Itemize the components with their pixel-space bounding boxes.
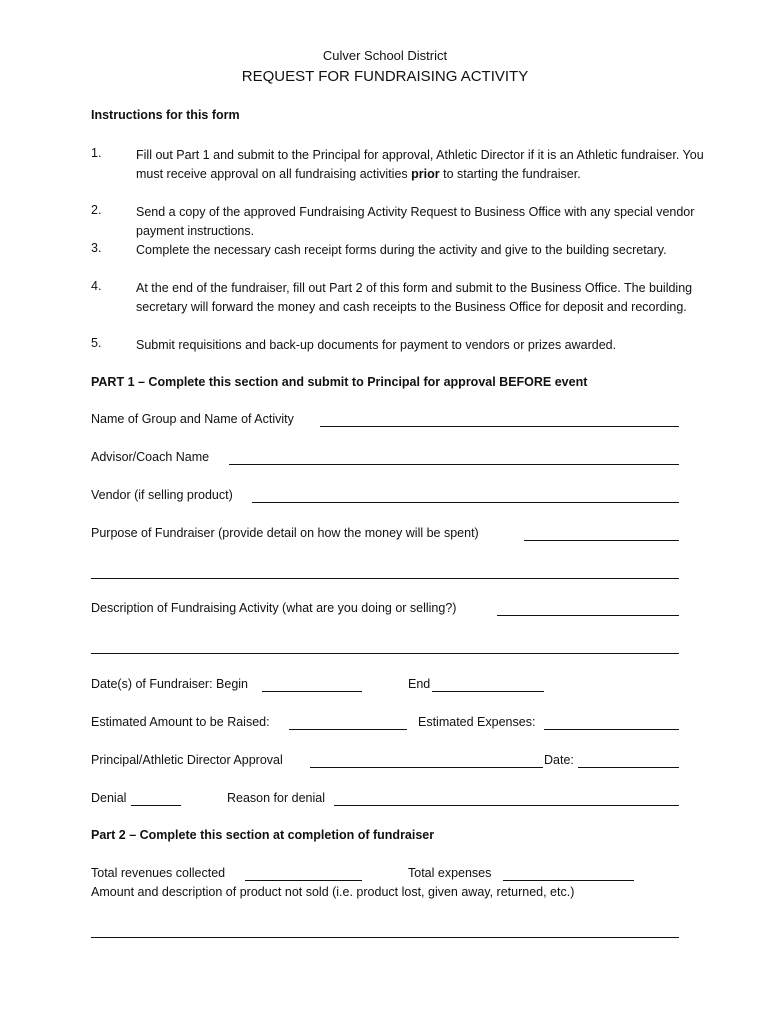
instruction-text: Submit requisitions and back-up documents for payment to vendors or prizes awarded.: [136, 338, 617, 352]
form-title: REQUEST FOR FUNDRAISING ACTIVITY: [241, 68, 529, 85]
end-date-field[interactable]: [432, 691, 544, 692]
total-expenses-label: Total expenses: [408, 866, 492, 880]
approval-date-label: Date:: [544, 753, 574, 767]
purpose-field-line-2[interactable]: [91, 578, 679, 579]
approval-label: Principal/Athletic Director Approval: [91, 753, 283, 767]
estimated-expenses-field[interactable]: [544, 729, 679, 730]
not-sold-label: Amount and description of product not sold (i.e. product lost, given away, returned, etc.): [91, 885, 575, 899]
approval-signature-field[interactable]: [310, 767, 543, 768]
instructions-heading: Instructions for this form: [91, 108, 240, 122]
district-name: Culver School District: [322, 48, 448, 63]
not-sold-field[interactable]: [91, 937, 679, 938]
begin-date-field[interactable]: [262, 691, 362, 692]
vendor-field[interactable]: [252, 502, 679, 503]
instruction-text: At the end of the fundraiser, fill out Part 2 of this form and submit to the Business Office. The building secretary will forward the money and cash receipts to the Business Office for deposit and recording.: [136, 281, 693, 314]
instruction-number: 2.: [91, 203, 102, 217]
instruction-number: 5.: [91, 336, 102, 350]
instruction-text: Send a copy of the approved Fundraising Activity Request to Business Office with any special vendor payment instructions.: [136, 205, 695, 238]
instruction-text: [136, 146, 716, 184]
instruction-text-part: to starting the fundraiser.: [439, 167, 581, 181]
part2-heading: Part 2 – Complete this section at completion of fundraiser: [91, 828, 435, 842]
group-activity-label: Name of Group and Name of Activity: [91, 412, 294, 426]
denial-reason-label: Reason for denial: [227, 791, 325, 805]
instruction-number: 4.: [91, 279, 102, 293]
advisor-label: Advisor/Coach Name: [91, 450, 210, 464]
denial-reason-field[interactable]: [334, 805, 679, 806]
description-label: Description of Fundraising Activity (what are you doing or selling?): [91, 601, 457, 615]
instruction-number: 3.: [91, 241, 102, 255]
denial-label: Denial: [91, 791, 127, 805]
vendor-label: Vendor (if selling product): [91, 488, 233, 502]
total-revenues-field[interactable]: [245, 880, 362, 881]
approval-date-field[interactable]: [578, 767, 679, 768]
total-expenses-field[interactable]: [503, 880, 634, 881]
begin-date-label: Date(s) of Fundraiser: Begin: [91, 677, 249, 691]
instruction-emphasis: prior: [411, 167, 440, 181]
instruction-text-part: Fill out Part 1 and submit to the Principal for approval, Athletic Director if it is an Athletic fundraiser. You must receive approval on all fundraising activities: [136, 148, 704, 181]
total-revenues-label: Total revenues collected: [91, 866, 226, 880]
description-field-line-2[interactable]: [91, 653, 679, 654]
estimated-amount-label: Estimated Amount to be Raised:: [91, 715, 270, 729]
estimated-amount-field[interactable]: [289, 729, 407, 730]
instruction-text: Complete the necessary cash receipt forms during the activity and give to the building secretary.: [136, 243, 667, 257]
end-date-label: End: [408, 677, 431, 691]
advisor-field[interactable]: [229, 464, 679, 465]
instruction-number: 1.: [91, 146, 102, 160]
description-field[interactable]: [497, 615, 679, 616]
estimated-expenses-label: Estimated Expenses:: [418, 715, 536, 729]
part1-heading: PART 1 – Complete this section and submit to Principal for approval BEFORE event: [91, 375, 588, 389]
purpose-label: Purpose of Fundraiser (provide detail on how the money will be spent): [91, 526, 479, 540]
group-activity-field[interactable]: [320, 426, 679, 427]
purpose-field[interactable]: [524, 540, 679, 541]
denial-field[interactable]: [131, 805, 181, 806]
